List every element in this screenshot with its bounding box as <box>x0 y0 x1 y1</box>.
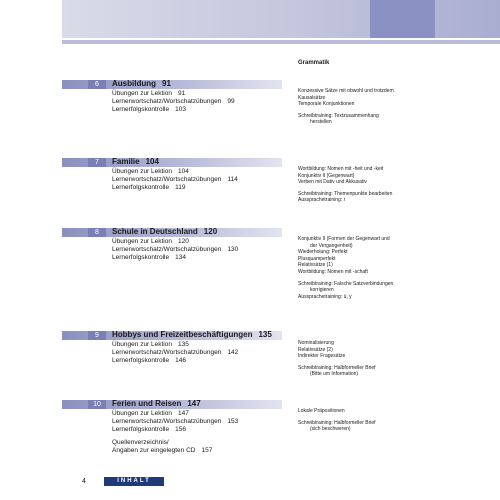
toc-entry-label: Übungen zur Lektion <box>112 341 172 348</box>
toc-entry-page: 99 <box>227 98 235 105</box>
toc-entry[interactable] <box>112 254 282 262</box>
toc-entry-page: 134 <box>175 254 186 261</box>
chapter-number: 8 <box>88 228 106 237</box>
grammar-topic: Wiederholung: Perfekt <box>298 249 348 256</box>
toc-entry-label: Übungen zur Lektion <box>112 410 172 417</box>
sources-line-2: Angaben zur eingelegten CD 157 <box>112 447 213 454</box>
sources-line-1: Quellenverzeichnis/ <box>112 439 169 446</box>
toc-entry-label: Übungen zur Lektion <box>112 90 172 97</box>
grammar-topic: Schreibtraining: Textzusammenhang <box>298 112 379 119</box>
chapter-title: Ferien und Reisen <box>112 399 182 408</box>
grammar-topic: Schreibtraining: Halbformeller Brief <box>298 419 376 426</box>
grammar-topic: Schreibtraining: Themenpunkte bearbeiten <box>298 190 393 197</box>
grammar-topic: Aussprachetraining: r <box>298 197 346 204</box>
toc-entry[interactable] <box>112 90 282 98</box>
toc-entry-page: 114 <box>227 176 238 183</box>
chapter-10 <box>62 400 282 434</box>
toc-entry[interactable] <box>112 246 282 254</box>
toc-entry-label: Lernerfolgskontrolle <box>112 357 170 364</box>
chapter-bar <box>62 331 282 340</box>
toc-entry[interactable] <box>112 98 282 106</box>
chapter-bar <box>62 80 282 89</box>
toc-entry[interactable] <box>112 418 282 426</box>
grammar-topic: Relativsätze (2) <box>298 346 333 353</box>
grammar-block-9 <box>298 340 488 378</box>
toc-entry-page: 103 <box>175 106 186 113</box>
chapter-page: 147 <box>187 399 201 408</box>
grammar-topic: Indirekter Fragesätze <box>298 353 346 360</box>
toc-entry[interactable] <box>112 357 282 365</box>
grammar-block-8 <box>298 236 488 300</box>
grammar-topic: Konjunktiv II (Formen der Gegenwart und <box>298 236 390 242</box>
header-rule <box>62 40 500 44</box>
chapter-7 <box>62 158 282 192</box>
grammar-topic: Plusquamperfekt <box>298 255 336 262</box>
toc-entry-page: 104 <box>178 168 189 175</box>
toc-entry[interactable] <box>112 410 282 418</box>
chapter-title-link[interactable] <box>112 330 272 339</box>
toc-entry-label: Lernerwortschatz/Wortschatzübungen <box>112 246 222 253</box>
toc-entry-label: Lernerfolgskontrolle <box>112 184 170 191</box>
grammar-topic: Temporale Konjunktionen <box>298 101 355 108</box>
chapter-page: 120 <box>203 227 218 236</box>
toc-entry-label: Lernerfolgskontrolle <box>112 426 170 433</box>
toc-entry-page: 135 <box>178 341 189 348</box>
grammar-topic: Wortbildung: Nomen mit -schaft <box>298 268 368 275</box>
toc-entry-page: 91 <box>178 90 186 97</box>
grammar-topic: Schreibtraining: Falsche Satzverbindungen <box>298 280 394 287</box>
toc-entry-page: 156 <box>175 426 186 433</box>
chapter-title-link[interactable] <box>112 227 217 236</box>
section-label: INHALT <box>104 477 164 486</box>
chapter-page: 91 <box>162 79 171 88</box>
chapter-title: Familie <box>112 157 140 166</box>
grammar-topic: Konjunktiv II (Gegenwart) <box>298 172 355 179</box>
chapter-title-link[interactable] <box>112 399 201 408</box>
toc-entry-page: 147 <box>178 410 189 417</box>
toc-entry[interactable] <box>112 341 282 349</box>
grammar-topic: Wortbildung: Nomen mit -heit und -keit <box>298 166 384 172</box>
grammar-topic: Kausalsätze <box>298 94 326 101</box>
grammar-topic: Schreibtraining: Halbformeller Brief <box>298 364 376 371</box>
toc-entry[interactable] <box>112 176 282 184</box>
chapter-bar <box>62 400 282 409</box>
toc-entry-label: Lernerwortschatz/Wortschatzübungen <box>112 418 222 425</box>
chapter-number: 10 <box>88 400 106 409</box>
toc-entry[interactable] <box>112 238 282 246</box>
grammar-block-7 <box>298 166 488 204</box>
toc-entry[interactable] <box>112 106 282 114</box>
grammar-topic: Aussprachetraining: ü, y <box>298 293 352 300</box>
header-band <box>62 0 500 38</box>
toc-entry-page: 130 <box>227 246 239 253</box>
toc-entry[interactable] <box>112 184 282 192</box>
grammar-topic: Nominalisierung <box>298 340 334 346</box>
chapter-title: Schule in Deutschland <box>112 227 198 236</box>
chapter-number: 7 <box>88 158 106 167</box>
grammar-topic: Lokale Präpositionen <box>298 408 345 414</box>
toc-entry-page: 120 <box>178 238 189 245</box>
header-accent <box>370 0 435 38</box>
grammar-topic: Konzessive Sätze mit obwohl und trotzdem <box>298 88 394 94</box>
toc-entry-page: 142 <box>227 349 239 356</box>
chapter-bar <box>62 228 282 237</box>
toc-entry-label: Lernerwortschatz/Wortschatzübungen <box>112 349 222 356</box>
toc-entry-label: Lernerwortschatz/Wortschatzübungen <box>112 176 222 183</box>
grammar-block-10 <box>298 408 488 433</box>
toc-entry-label: Übungen zur Lektion <box>112 168 172 175</box>
chapter-title: Hobbys und Freizeitbeschäftigungen <box>112 330 253 339</box>
toc-entry-page: 153 <box>227 418 239 425</box>
chapter-9 <box>62 331 282 365</box>
chapter-bar <box>62 158 282 167</box>
chapter-page: 104 <box>145 157 159 166</box>
toc-entry[interactable] <box>112 349 282 357</box>
grammar-topic: herstellen <box>310 119 332 126</box>
grammar-topic: (Bitte um Information) <box>310 371 359 378</box>
chapter-title-link[interactable] <box>112 79 171 88</box>
chapter-number: 9 <box>88 331 106 340</box>
grammar-topic: korrigieren <box>310 287 334 294</box>
grammar-topic: Verben mit Dativ und Akkusativ <box>298 179 367 186</box>
chapter-page: 135 <box>258 330 272 339</box>
page-number: 4 <box>82 478 86 485</box>
chapter-title-link[interactable] <box>112 157 159 166</box>
grammar-topic: Relativsätze (1) <box>298 262 333 269</box>
toc-entry-label: Übungen zur Lektion <box>112 238 172 245</box>
sources-page: 157 <box>201 447 213 454</box>
toc-entry-page: 119 <box>175 184 186 191</box>
toc-entry[interactable] <box>112 168 282 176</box>
toc-entry-label: Lernerwortschatz/Wortschatzübungen <box>112 98 222 105</box>
chapter-number: 6 <box>88 80 106 89</box>
sources-entry[interactable] <box>112 439 212 455</box>
grammar-column-heading: Grammatik <box>298 60 330 66</box>
chapter-8 <box>62 228 282 262</box>
toc-entry-label: Lernerfolgskontrolle <box>112 254 170 261</box>
toc-entry[interactable] <box>112 426 282 434</box>
grammar-block-6 <box>298 88 488 126</box>
toc-entry-page: 146 <box>175 357 186 364</box>
grammar-topic: (sich beschweren) <box>310 426 351 433</box>
chapter-6 <box>62 80 282 114</box>
grammar-topic: der Vergangenheit) <box>310 242 353 249</box>
toc-entry-label: Lernerfolgskontrolle <box>112 106 170 113</box>
chapter-title: Ausbildung <box>112 79 156 88</box>
